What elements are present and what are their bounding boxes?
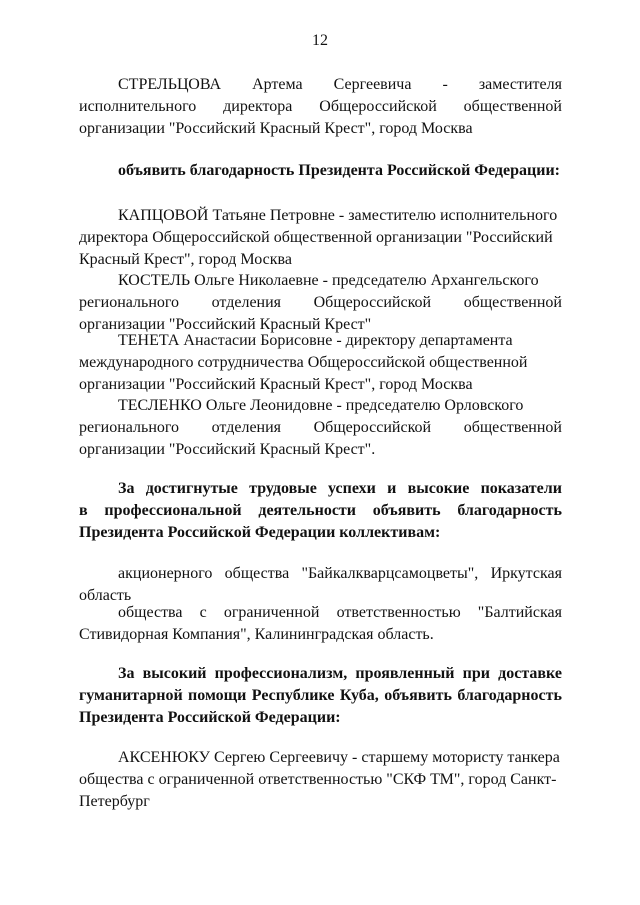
word: показатели [480, 480, 562, 497]
justified-line [79, 563, 562, 585]
word: регионального [79, 419, 180, 436]
word: директора [223, 98, 293, 115]
justified-line [79, 663, 562, 685]
word: проявленный [355, 665, 455, 682]
text-line: Красный Крест", город Москва [79, 251, 292, 268]
text-line: международного сотрудничества Общероссийской общественной [79, 354, 528, 371]
word: достигнутые [145, 480, 238, 497]
paragraph-teslenko [79, 395, 562, 461]
justified-line [79, 602, 562, 624]
word: трудовые [249, 480, 317, 497]
word: За [118, 665, 135, 682]
justified-line [79, 500, 562, 522]
word: Иркутская [490, 565, 562, 582]
word: общественной [463, 98, 562, 115]
word: гуманитарной [79, 687, 183, 704]
paragraph-teneta [79, 330, 562, 396]
justified-line [79, 417, 562, 439]
word: "Байкалкварцсамоцветы", [301, 565, 479, 582]
word: профессиональной [104, 502, 242, 519]
text-line: Президента Российской Федерации коллективам: [79, 524, 441, 541]
paragraph-kaptsova [79, 205, 562, 271]
justified-line [79, 478, 562, 500]
text-line: АКСЕНЮКУ Сергею Сергеевичу - старшему мотористу танкера [118, 749, 560, 766]
text-line: КАПЦОВОЙ Татьяне Петровне - заместителю исполнительного [118, 207, 558, 224]
text-line: Президента Российской Федерации: [79, 709, 341, 726]
word: доставке [498, 665, 562, 682]
word: благодарность [457, 502, 562, 519]
word: общества [118, 604, 183, 621]
word: высокие [407, 480, 470, 497]
justified-line [79, 74, 562, 96]
word: объявить [372, 502, 441, 519]
word: Артема [252, 76, 303, 93]
word: благодарность [457, 687, 562, 704]
word: общественной [463, 419, 562, 436]
word: ограниченной [223, 604, 320, 621]
paragraph-streltsova [79, 74, 562, 140]
word: регионального [79, 294, 180, 311]
word: "Балтийская [477, 604, 562, 621]
word: Общероссийской [319, 98, 437, 115]
word: общества [224, 565, 290, 582]
justified-line [79, 96, 562, 118]
word: деятельности [258, 502, 356, 519]
word: Общероссийской [313, 419, 432, 436]
paragraph-kostel [79, 270, 562, 336]
paragraph-baltic [79, 602, 562, 646]
word: Куба, [339, 687, 379, 704]
word: отделения [211, 419, 282, 436]
text-line: организации "Российский Красный Крест" [79, 316, 372, 333]
text-line: общества с ограниченной ответственностью "СКФ ТМ", город Санкт- [79, 771, 557, 788]
section-heading-cuba [79, 663, 562, 729]
word: заместителя [478, 76, 562, 93]
word: успехи [328, 480, 376, 497]
word: в [79, 502, 88, 519]
text-line: Стивидорная Компания", Калининградская область. [79, 626, 434, 643]
text-line: Петербург [79, 793, 150, 810]
text-line: ТЕНЕТА Анастасии Борисовне - директору департамента [118, 332, 513, 349]
word: СТРЕЛЬЦОВА [118, 76, 222, 93]
text-line: область [79, 587, 132, 604]
text-line: ТЕСЛЕНКО Ольге Леонидовне - председателю Орловского [118, 397, 524, 414]
text-line: директора Общероссийской общественной организации "Российский [79, 229, 553, 246]
text-line: организации "Российский Красный Крест", город Москва [79, 120, 473, 137]
word: - [442, 76, 448, 93]
word: при [462, 665, 490, 682]
text-line: организации "Российский Красный Крест". [79, 441, 376, 458]
word: акционерного [118, 565, 213, 582]
word: отделения [211, 294, 282, 311]
heading-line: объявить благодарность Президента Российской Федерации: [118, 162, 560, 179]
word: объявить [384, 687, 452, 704]
word: За [118, 480, 135, 497]
word: Республике [251, 687, 335, 704]
justified-line [79, 685, 562, 707]
word: помощи [188, 687, 247, 704]
word: с [199, 604, 207, 621]
paragraph-baikal [79, 563, 562, 607]
section-heading [79, 160, 562, 182]
word: общественной [463, 294, 562, 311]
section-heading-collectives [79, 478, 562, 544]
text-line: организации "Российский Красный Крест", город Москва [79, 376, 473, 393]
word: исполнительного [79, 98, 197, 115]
word: профессионализм, [214, 665, 348, 682]
word: Сергеевича [333, 76, 412, 93]
page-number: 12 [312, 32, 328, 49]
word: и [387, 480, 397, 497]
text-line: КОСТЕЛЬ Ольге Николаевне - председателю Архангельского [118, 272, 539, 289]
word: ответственностью [336, 604, 461, 621]
justified-line [79, 292, 562, 314]
word: Общероссийской [313, 294, 432, 311]
word: высокий [142, 665, 207, 682]
paragraph-aksenyuk [79, 747, 562, 813]
